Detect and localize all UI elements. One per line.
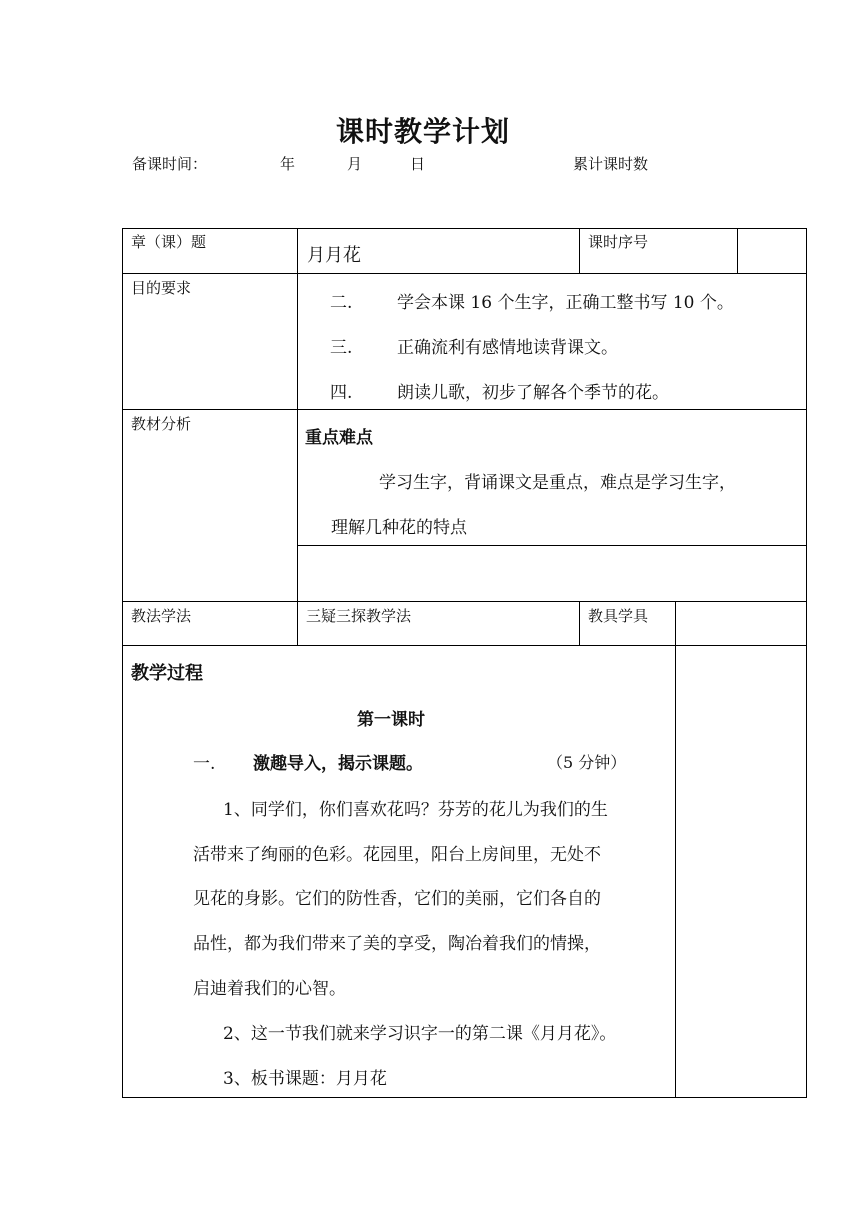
topic-value: 月月花	[307, 245, 361, 266]
step-duration: （5 分钟）	[547, 753, 627, 772]
topic-label: 章（课）题	[131, 233, 207, 251]
goal-text: 学会本课 16 个生字，正确工整书写 10 个。	[397, 293, 734, 313]
goal-num: 四.	[330, 383, 353, 403]
method-label: 教法学法	[131, 607, 192, 625]
cumulative-hours-label: 累计课时数	[573, 155, 649, 173]
col-divider-tools	[579, 601, 580, 646]
row-divider-inner	[297, 545, 807, 546]
paragraph-line: 品性，都为我们带来了美的享受，陶冶着我们的情操，	[193, 934, 601, 954]
row-divider-4	[122, 645, 807, 646]
process-heading: 教学过程	[131, 663, 203, 684]
table-border-right	[806, 228, 807, 1098]
row-divider-2	[122, 409, 807, 410]
col-divider-side	[675, 601, 676, 1098]
goals-label: 目的要求	[131, 279, 192, 297]
step-title: 激趣导入，揭示课题。	[253, 754, 423, 774]
paragraph-line: 见花的身影。它们的防性香，它们的美丽，它们各自的	[193, 889, 601, 909]
goal-num: 三.	[330, 338, 353, 358]
lesson-no-label: 课时序号	[588, 233, 649, 251]
page-title: 课时教学计划	[336, 115, 511, 148]
lesson-title: 第一课时	[357, 710, 425, 730]
tools-label: 教具学具	[588, 607, 649, 625]
row-divider-1	[122, 273, 807, 274]
paragraph-line: 1、同学们，你们喜欢花吗？芬芳的花儿为我们的生	[223, 800, 608, 820]
table-border-top	[122, 228, 807, 229]
year-label: 年	[280, 155, 296, 173]
method-value: 三疑三探教学法	[306, 607, 412, 625]
paragraph-line: 启迪着我们的心智。	[193, 979, 346, 999]
goal-text: 正确流利有感情地读背课文。	[397, 338, 618, 358]
goal-num: 二.	[330, 293, 353, 313]
step-number: 一.	[193, 754, 216, 774]
table-border-bottom	[122, 1097, 807, 1098]
paragraph-2: 2、这一节我们就来学习识字一的第二课《月月花》。	[223, 1024, 617, 1044]
prep-time-label: 备课时间：	[132, 155, 208, 173]
paragraph-line: 活带来了绚丽的色彩。花园里，阳台上房间里，无处不	[193, 845, 601, 865]
goal-text: 朗读儿歌，初步了解各个季节的花。	[397, 383, 669, 403]
analysis-label: 教材分析	[131, 415, 192, 433]
col-divider-label	[297, 228, 298, 646]
month-label: 月	[347, 155, 363, 173]
paragraph-3: 3、板书课题：月月花	[223, 1069, 387, 1089]
table-border-left	[122, 228, 123, 1098]
key-points-line-2: 理解几种花的特点	[331, 518, 467, 538]
key-points-line-1: 学习生字，背诵课文是重点，难点是学习生字，	[379, 473, 736, 493]
row-divider-3	[122, 601, 807, 602]
day-label: 日	[410, 155, 426, 173]
col-divider-lesson-no-value	[737, 228, 738, 274]
col-divider-lesson-no	[579, 228, 580, 274]
key-points-heading: 重点难点	[305, 428, 373, 448]
